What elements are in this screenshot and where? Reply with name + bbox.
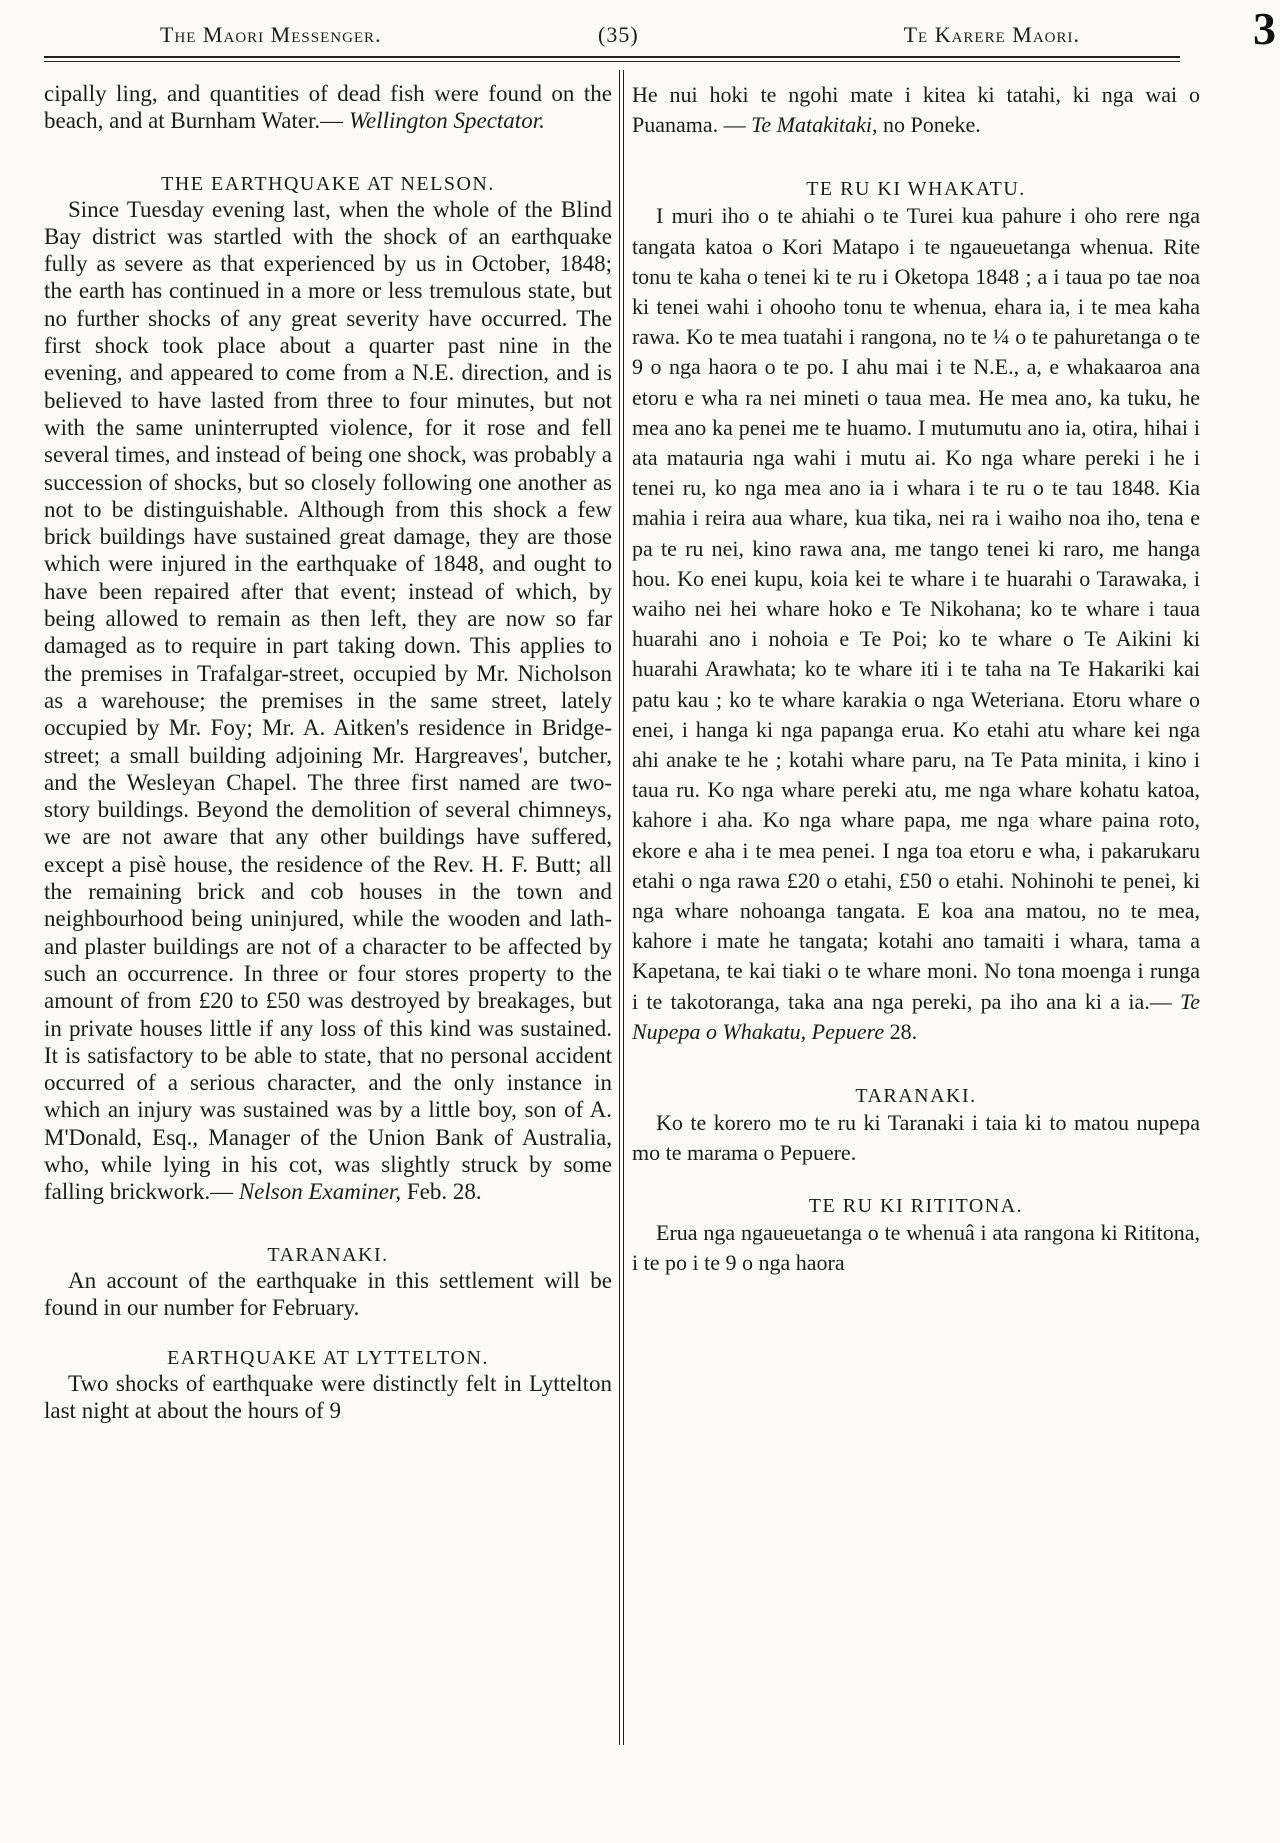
continued-article-text: cipally ling, and quantities of dead fish were found on the beach, and at Burnham Water.— bbox=[44, 81, 612, 134]
article-credit-date: Feb. 28. bbox=[401, 1179, 482, 1205]
maori-masthead: Te Karere Maori. bbox=[903, 22, 1080, 47]
continued-article-credit: Te Matakitaki, bbox=[751, 112, 878, 138]
article-body bbox=[632, 201, 1200, 1047]
article-title: TE RU KI WHAKATU. bbox=[806, 178, 1026, 201]
header-rule-bottom bbox=[44, 61, 1180, 62]
corner-mark: 3 bbox=[1253, 3, 1276, 54]
article-text: Since Tuesday evening last, when the whole of the Blind Bay district was startled with the shock of an earthquake fully as severe as that experienced by us in October, 1848; the earth has continued in a more or less tremulous state, but no further shocks of any great severity have occurred. The first shock took place about a quarter past nine in the evening, and appeared to come from a N.E. direction, and is believed to have lasted from three to four minutes, but not with the same uninterrupted violence, for it rose and fell several times, and instead of being one shock, was probably a succession of shocks, but so closely following one another as not to be distinguishable. Although from this shock a few brick buildings have sustained great damage, they are those which were injured in the earthquake of 1848, and ought to have been repaired after that event; instead of which, by being allowed to remain as then left, they are now so far damaged as to require in part taking down. This applies to the premises in Trafalgar-street, occupied by Mr. Nicholson as a warehouse; the premises in the same street, lately occupied by Mr. Foy; Mr. A. Aitken's residence in Bridge-street; a small building adjoining Mr. Hargreaves', butcher, and the Wesleyan Chapel. The three first named are two-story buildings. Beyond the demolition of several chimneys, we are not aware that any other buildings have suffered, except a pisè house, the residence of the Rev. H. F. Butt; all the remaining brick and cob houses in the town and neighbourhood being uninjured, while the wooden and lath-and plaster buildings are not of a character to be affected by such an occurrence. In three or four stores property to the amount of from £20 to £50 was destroyed by breakages, but in private houses little if any loss of this kind was sustained. It is satisfactory to be able to state, that no personal accident occurred of a serious character, and the only instance in which an injury was sustained was by a little boy, son of A. M'Donald, Esq., Manager of the Union Bank of Australia, who, while lying in his cot, was slightly struck by some falling brickwork.— bbox=[44, 196, 612, 1205]
continued-article-credit: Wellington Spectator. bbox=[348, 108, 545, 134]
article-credit: Te Nupepa o Whakatu, Pepuere bbox=[632, 988, 1200, 1044]
page-header bbox=[160, 22, 1080, 58]
column-divider bbox=[619, 70, 624, 1745]
article-body: An account of the earthquake in this settlement will be found in our number for February. bbox=[44, 1267, 612, 1320]
continued-article bbox=[44, 80, 612, 135]
article-text: I muri iho o te ahiahi o te Turei kua pahure i oho rere nga tangata katoa o Kori Matapo i te ngaueuetanga whenua. Rite tonu te kaha o tenei ki te ru i Oketopa 1848 ; a i taua po tae noa ki tenei wahi i ohooho tonu te whenua, ehara ia, i te mea kaha rawa. Ko te mea tuatahi i rangona, no te ¼ o te pahuretanga o te 9 o nga haora o te po. I ahu mai i te N.E., a, e whakaaroa ana etoru e wha ra nei mineti o taua mea. He mea ano, ka tuku, he mea ano ka penei me te huamo. I mutumutu ano ia, otira, hihai i ata matauria nga wahi i mutu ai. Ko nga whare pereki i he i tenei ru, ko nga mea ano ia i whara i te ru o te tau 1848. Kia mahia i reira aua whare, kua tika, nei ra i waiho noa iho, tena e pa te ru nei, kino rawa ana, me tango tenei ki raro, me hanga hou. Ko enei kupu, koia kei te whare i te huarahi o Tarawaka, i waiho nei hei whare hoko e Te Nikohana; ko te whare i taua huarahi ano i nohoia e Te Poi; ko te whare o Te Aikini ki huarahi Arawhata; ko te whare iti i te taha na Te Hakariki kai patu kau ; ko te whare karakia o nga Weteriana. Etoru whare o enei, i hanga ki nga papanga erua. Ko etahi atu whare kei nga ahi anake te he ; kotahi whare paru, na Te Pata minita, i kino i taua ru. Ko nga whare pereki atu, me nga whare kohatu katoa, kahore i aha. Ko nga whare papa, me nga whare paina roto, ekore e aha i te mea penei. I nga toa etoru e wha, i pakarukaru etahi o nga rawa £20 o etahi, £50 o etahi. Nohinohi te penei, ki nga whare nohoanga tangata. E koa ana matou, no te mea, kahore i mate he tangata; kotahi ano tamaiti i whara, tama a Kapetana, te kai tiaki o te whare moni. No tona moenga i runga i te takotoranga, taka ana nga pereki, pa iho ana ki a ia.— bbox=[632, 203, 1200, 1014]
page-number: (35) bbox=[598, 22, 639, 47]
article-title: TE RU KI RITITONA. bbox=[808, 1194, 1024, 1217]
article-title: THE EARTHQUAKE AT NELSON. bbox=[161, 172, 495, 195]
continued-article-tail: no Poneke. bbox=[877, 112, 981, 138]
article-title: TARANAKI. bbox=[267, 1243, 389, 1266]
maori-column bbox=[632, 80, 1200, 1278]
article-body bbox=[44, 196, 612, 1206]
article-title: TARANAKI. bbox=[855, 1085, 977, 1108]
english-masthead: The Maori Messenger. bbox=[160, 22, 382, 47]
article-body: Erua nga ngaueuetanga o te whenuâ i ata rangona ki Rititona, i te po i te 9 o nga haora bbox=[632, 1219, 1200, 1275]
article-credit: Nelson Examiner, bbox=[238, 1179, 402, 1205]
continued-article-text: He nui hoki te ngohi mate i kitea ki tatahi, ki nga wai o Puanama. — bbox=[632, 82, 1200, 138]
article-body: Two shocks of earthquake were distinctly felt in Lyttelton last night at about the hours of 9 bbox=[44, 1371, 612, 1424]
english-column bbox=[44, 80, 612, 1425]
continued-article bbox=[632, 80, 1200, 140]
article-credit-date: 28. bbox=[884, 1018, 918, 1044]
article-title: EARTHQUAKE AT LYTTELTON. bbox=[167, 1347, 489, 1370]
header-rule-top bbox=[44, 56, 1180, 58]
article-body: Ko te korero mo te ru ki Taranaki i taia ki to matou nupepa mo te marama o Pepuere. bbox=[632, 1110, 1200, 1166]
